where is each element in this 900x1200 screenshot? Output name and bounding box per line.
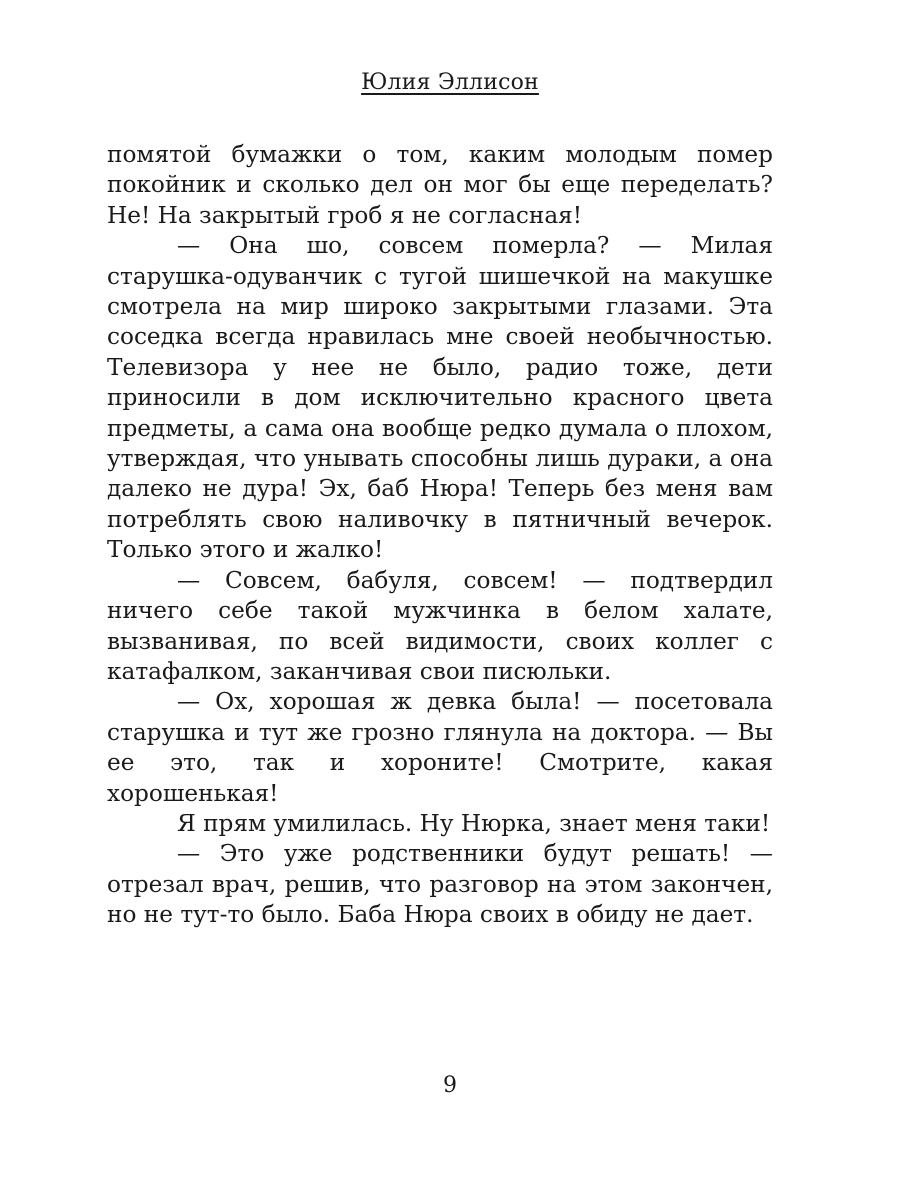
paragraph: — Ох, хорошая ж девка была! — посетовала старушка и тут же грозно глянула на доктора. — Вы ее это, так и хороните! Смотрите, какая хорошенькая! <box>107 688 773 807</box>
page-number: 9 <box>443 1073 457 1098</box>
page-body <box>107 140 773 931</box>
paragraph: — Это уже родственники будут решать! — отрезал врач, решив, что разговор на этом закончен, но не тут-то было. Баба Нюра своих в обиду не дает. <box>107 840 773 929</box>
paragraph: — Она шо, совсем померла? — Милая старушка-одуванчик с тугой шишечкой на макушке смотрела на мир широко закрытыми глазами. Эта соседка всегда нравилась мне своей необычностью. Телевизора у нее не было, радио тоже, дети приносили в дом исключительно красного цвета предметы, а сама она вообще редко думала о плохом, утверждая, что унывать способны лишь дураки, а она далеко не дура! Эх, баб Нюра! Теперь без меня вам потреблять свою наливочку в пятничный вечерок. Только этого и жалко! <box>107 232 773 564</box>
running-header <box>0 70 900 95</box>
author-name: Юлия Эллисон <box>361 70 539 95</box>
paragraph: Я прям умилилась. Ну Нюрка, знает меня таки! <box>177 809 771 837</box>
paragraph: помятой бумажки о том, каким молодым помер покойник и сколько дел он мог бы еще переделать? Не! На закрытый гроб я не согласная! <box>107 141 773 229</box>
paragraph: — Совсем, бабуля, совсем! — подтвердил ничего себе такой мужчинка в белом халате, вызванивая, по всей видимости, своих коллег с катафалком, заканчивая свои писюльки. <box>107 566 773 685</box>
